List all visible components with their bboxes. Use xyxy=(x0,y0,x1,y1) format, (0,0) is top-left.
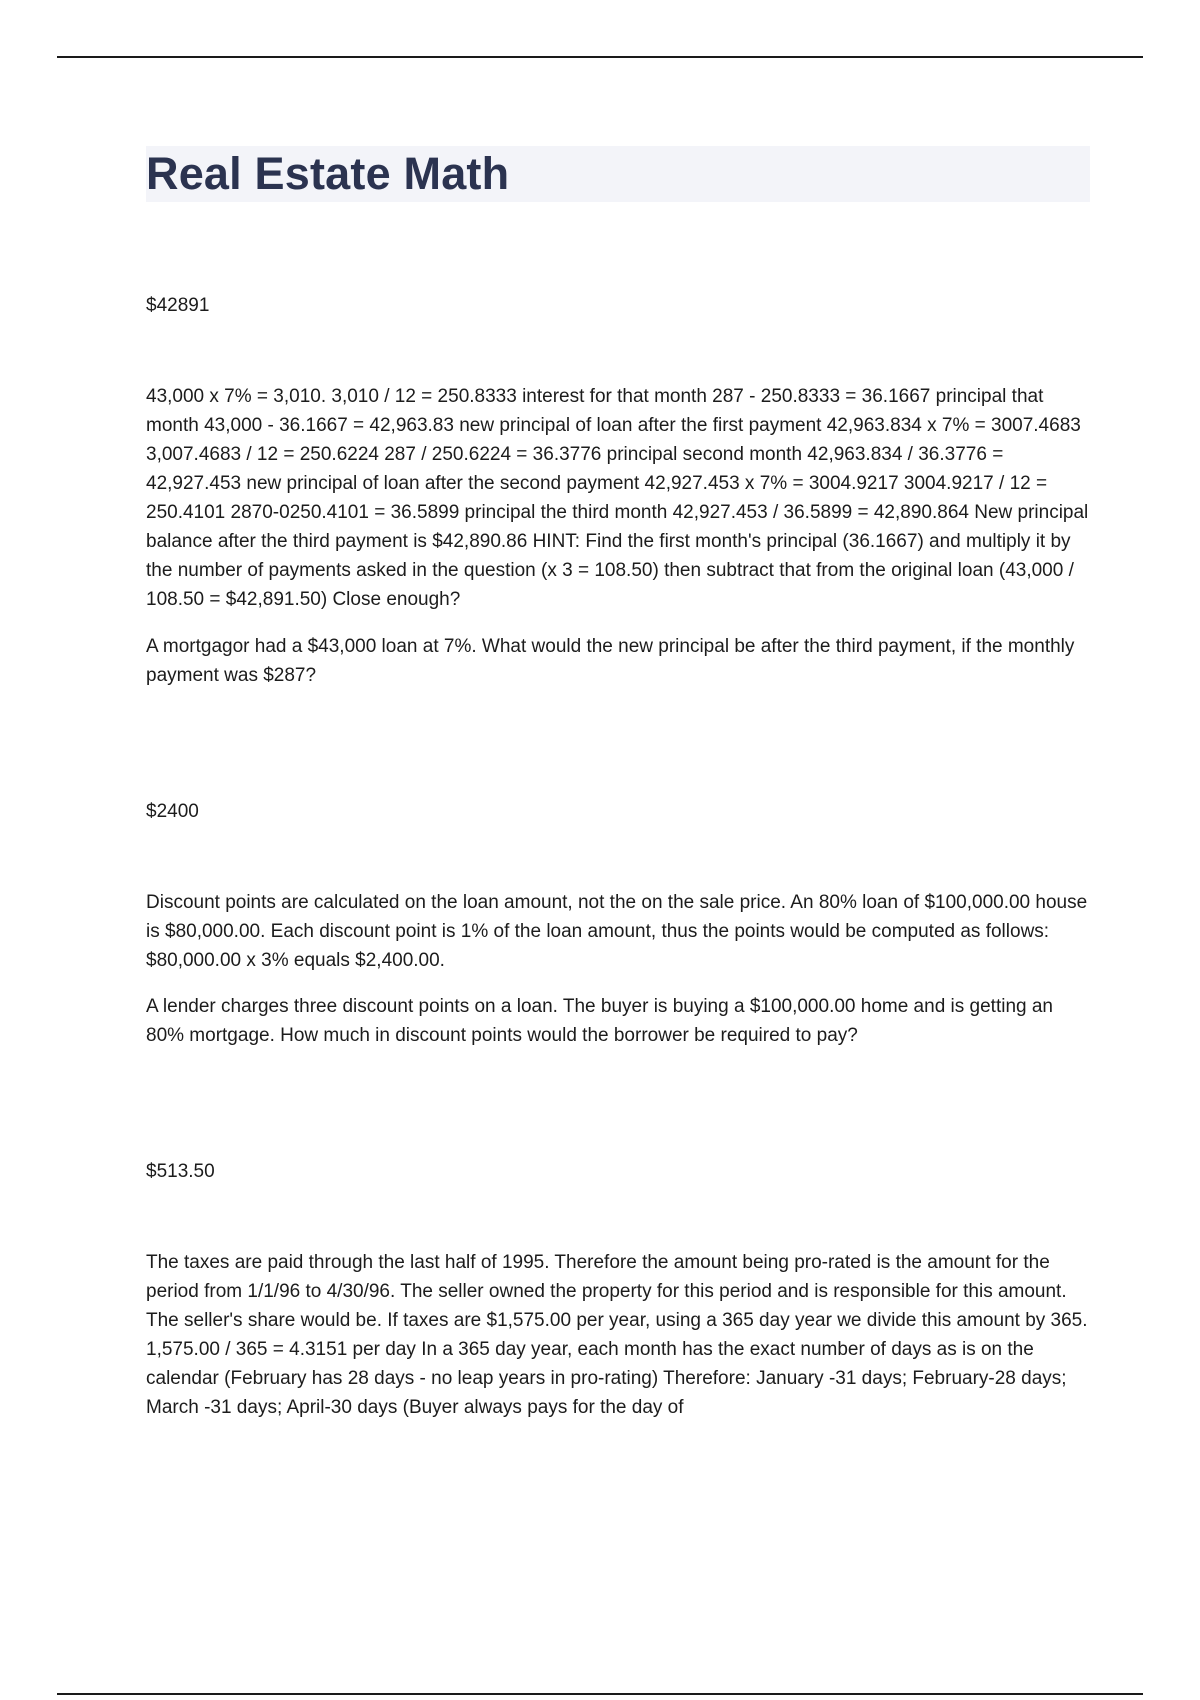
card-1-answer: $42891 xyxy=(146,295,210,316)
card-1-explanation: 43,000 x 7% = 3,010. 3,010 / 12 = 250.8333 interest for that month 287 - 250.8333 = 36.1667 principal that month 43,000 - 36.1667 = 42,963.83 new principal of loan after the first payment 42,963.834 x 7% = 3007.4683 3,007.4683 / 12 = 250.6224 287 / 250.6224 = 36.3776 principal second month 42,963.834 / 36.3776 = 42,927.453 new principal of loan after the second payment 42,927.453 x 7% = 3004.9217 3004.9217 / 12 = 250.4101 2870-0250.4101 = 36.5899 principal the third month 42,927.453 / 36.5899 = 42,890.864 New principal balance after the third payment is $42,890.86 HINT: Find the first month's principal (36.1667) and multiply it by the number of payments asked in the question (x 3 = 108.50) then subtract that from the original loan (43,000 / 108.50 = $42,891.50) Close enough? xyxy=(146,386,1089,610)
card-2-explanation: Discount points are calculated on the loan amount, not the on the sale price. An 80% loan of $100,000.00 house is $80,000.00. Each discount point is 1% of the loan amount, thus the points would be computed as follows: $80,000.00 x 3% equals $2,400.00. xyxy=(146,892,1088,971)
card-2-question: A lender charges three discount points on a loan. The buyer is buying a $100,000.00 home and is getting an 80% mortgage. How much in discount points would the borrower be required to pay? xyxy=(146,996,1053,1046)
page-title: Real Estate Math xyxy=(146,148,510,199)
card-3-answer: $513.50 xyxy=(146,1161,215,1182)
bottom-divider xyxy=(57,1693,1143,1695)
card-1-question: A mortgagor had a $43,000 loan at 7%. What would the new principal be after the third payment, if the monthly payment was $287? xyxy=(146,636,1075,686)
card-3-explanation: The taxes are paid through the last half of 1995. Therefore the amount being pro-rated is the amount for the period from 1/1/96 to 4/30/96. The seller owned the property for this period and is responsible for this amount. The seller's share would be. If taxes are $1,575.00 per year, using a 365 day year we divide this amount by 365. 1,575.00 / 365 = 4.3151 per day In a 365 day year, each month has the exact number of days as is on the calendar (February has 28 days - no leap years in pro-rating) Therefore: January -31 days; February-28 days; March -31 days; April-30 days (Buyer always pays for the day of xyxy=(146,1252,1088,1418)
top-divider xyxy=(57,56,1143,58)
card-2-answer: $2400 xyxy=(146,801,199,822)
